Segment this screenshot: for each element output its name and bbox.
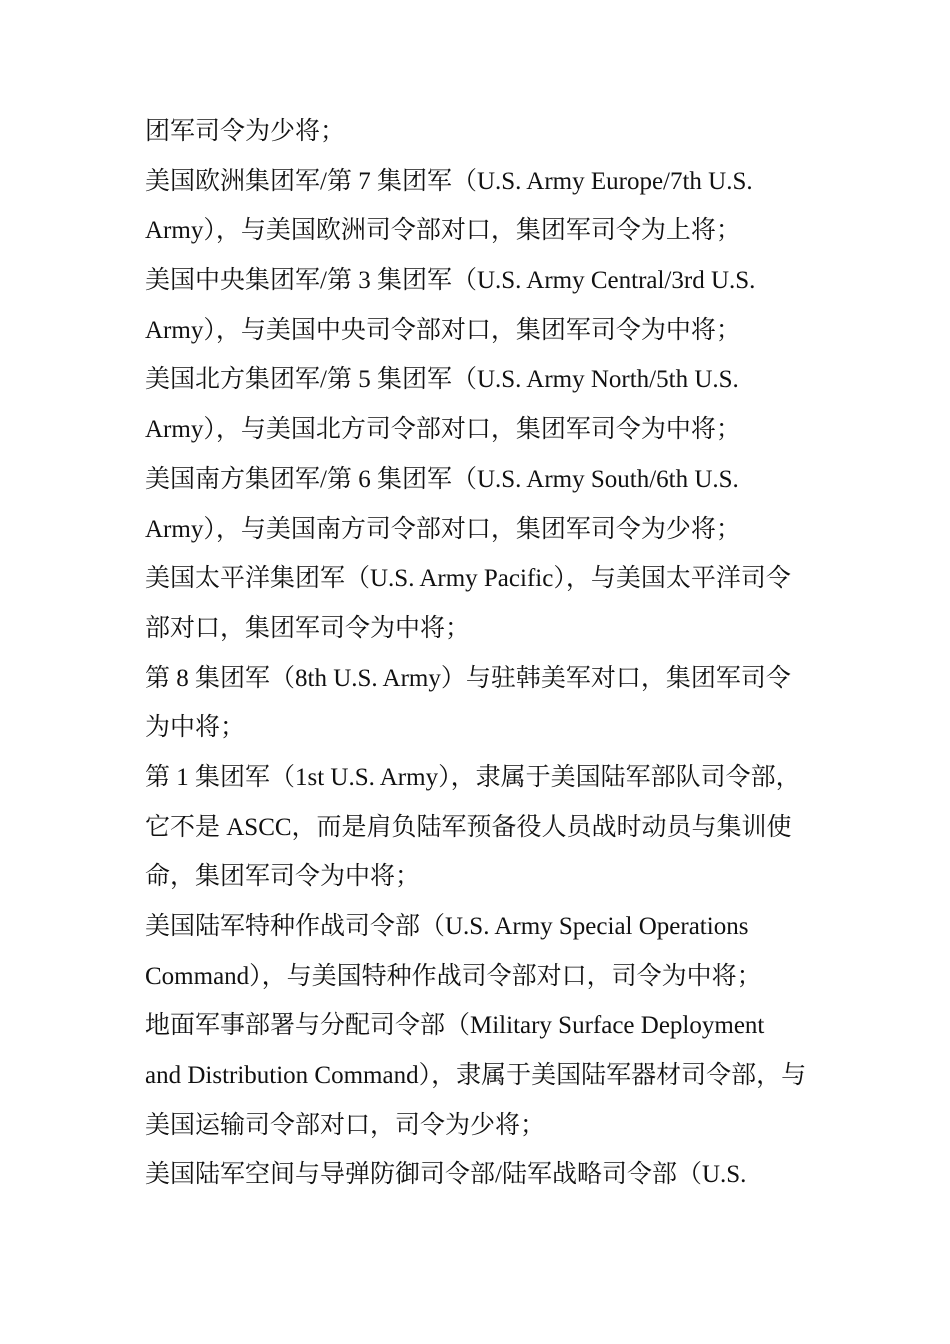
text-line: 美国运输司令部对口，司令为少将； [145,1111,546,1139]
text-line: 美国北方集团军/第 5 集团军（U.S. Army North/5th U.S. [145,366,739,394]
text-line: 美国太平洋集团军（U.S. Army Pacific），与美国太平洋司令 [145,565,791,593]
document-body [145,107,810,1200]
text-line: 美国欧洲集团军/第 7 集团军（U.S. Army Europe/7th U.S. [145,167,753,195]
text-line: 它不是 ASCC，而是肩负陆军预备役人员战时动员与集训使 [145,813,792,841]
text-line: 第 8 集团军（8th U.S. Army）与驻韩美军对口，集团军司令 [145,664,791,692]
text-line: 部对口，集团军司令为中将； [145,614,471,642]
text-line: and Distribution Command），隶属于美国陆军器材司令部，与 [145,1062,807,1090]
text-line: 命，集团军司令为中将； [145,863,421,891]
text-line: 美国陆军空间与导弹防御司令部/陆军战略司令部（U.S. [145,1161,747,1189]
text-line: 地面军事部署与分配司令部（Military Surface Deployment [145,1012,765,1040]
text-line: 美国南方集团军/第 6 集团军（U.S. Army South/6th U.S. [145,465,739,493]
text-line: Command），与美国特种作战司令部对口，司令为中将； [145,962,762,990]
text-line: 美国陆军特种作战司令部（U.S. Army Special Operations [145,913,749,940]
text-line: Army），与美国欧洲司令部对口，集团军司令为上将； [145,217,741,245]
text-line: 为中将； [145,714,246,742]
text-line: 第 1 集团军（1st U.S. Army），隶属于美国陆军部队司令部， [145,763,801,791]
text-line: 美国中央集团军/第 3 集团军（U.S. Army Central/3rd U.S. [145,267,756,295]
text-line: Army），与美国北方司令部对口，集团军司令为中将； [145,416,741,444]
text-line: 团军司令为少将； [145,118,346,145]
text-line: Army），与美国南方司令部对口，集团军司令为少将； [145,515,741,543]
text-line: Army），与美国中央司令部对口，集团军司令为中将； [145,316,741,344]
